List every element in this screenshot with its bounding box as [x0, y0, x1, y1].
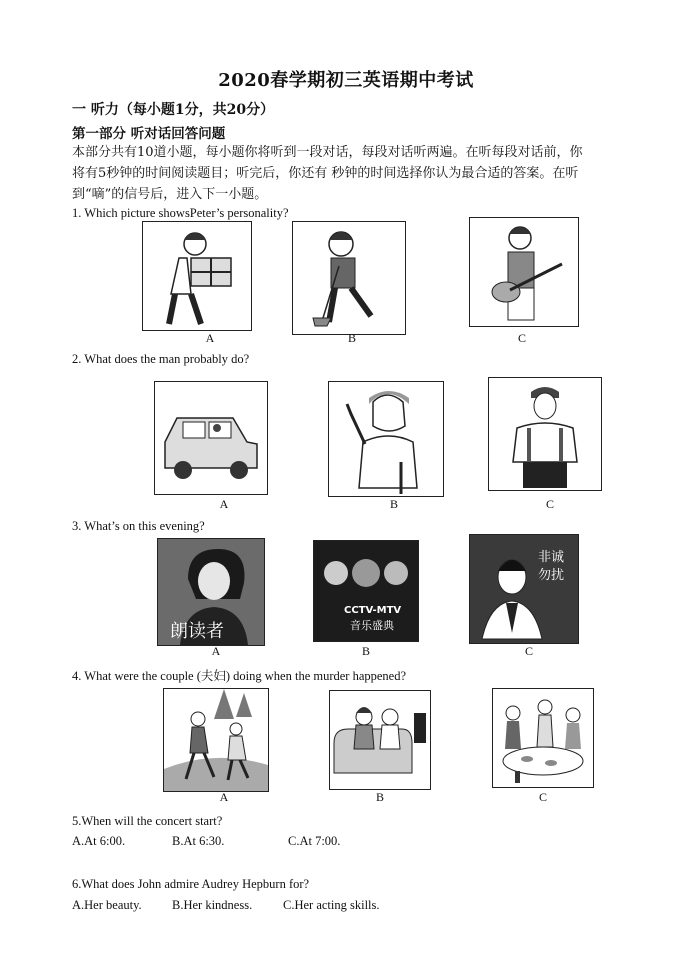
q2-picture-a — [154, 381, 268, 495]
q1-picture-a — [142, 221, 252, 331]
q2-picture-b — [328, 381, 444, 497]
q3-label-c: C — [524, 644, 533, 658]
q1-label-b: B — [347, 331, 356, 345]
question-4: 4. What were the couple (夫妇) doing when the murder happened? — [72, 669, 407, 683]
q2-label-c: C — [545, 497, 554, 511]
question-1: 1. Which picture showsPeter’s personality? — [72, 206, 289, 220]
q4-label-b: B — [375, 790, 384, 804]
question-5: 5.When will the concert start? — [72, 814, 223, 828]
q4-label-a: A — [219, 790, 229, 804]
q3-picture-a — [157, 538, 265, 646]
q4-picture-b — [329, 690, 431, 790]
instruction-line: 本部分共有10道小题，每小题你将听到一段对话，每段对话听两遍。在听每段对话前，你 — [72, 145, 583, 160]
q2-picture-c — [488, 377, 602, 491]
question-3: 3. What’s on this evening? — [72, 519, 205, 533]
q1-picture-c — [469, 217, 579, 327]
part-heading: 第一部分 听对话回答问题 — [72, 126, 226, 142]
question-6: 6.What does John admire Audrey Hepburn for? — [72, 877, 310, 891]
q3b-caption-bottom: 音乐盛典 — [350, 619, 394, 632]
q5-option-b: B.At 6:30. — [172, 834, 225, 848]
q2-label-a: A — [219, 497, 229, 511]
instruction-line: 到“嘀”的信号后，进入下一小题。 — [72, 187, 268, 202]
q3-label-a: A — [211, 644, 221, 658]
q5-option-a: A.At 6:00. — [72, 834, 126, 848]
q4-picture-a — [163, 688, 269, 792]
page-title: 2020春学期初三英语期中考试 — [218, 70, 474, 91]
instruction-line: 将有5秒钟的时间阅读题目；听完后，你还有 秒钟的时间选择你认为最合适的答案。在听 — [72, 166, 579, 181]
q2-label-b: B — [389, 497, 398, 511]
section-heading: 一 听力（每小题1分，共20分） — [72, 102, 275, 118]
question-2: 2. What does the man probably do? — [72, 352, 250, 366]
q1-label-a: A — [205, 331, 215, 345]
q4-picture-c — [492, 688, 594, 788]
q6-option-c: C.Her acting skills. — [283, 898, 380, 912]
q3c-caption-2: 勿扰 — [538, 568, 565, 583]
q3b-caption-top: CCTV-MTV — [344, 605, 402, 616]
q3-picture-c — [469, 534, 579, 644]
q6-option-a: A.Her beauty. — [72, 898, 142, 912]
q3a-logo-text: 朗读者 — [170, 621, 224, 642]
q5-option-c: C.At 7:00. — [288, 834, 341, 848]
instructions — [72, 142, 632, 205]
q3-picture-b — [313, 540, 419, 642]
q4-label-c: C — [538, 790, 547, 804]
q6-option-b: B.Her kindness. — [172, 898, 253, 912]
q3c-caption-1: 非诚 — [538, 550, 565, 565]
q3-label-b: B — [361, 644, 370, 658]
q1-label-c: C — [517, 331, 526, 345]
q1-picture-b — [292, 221, 406, 335]
